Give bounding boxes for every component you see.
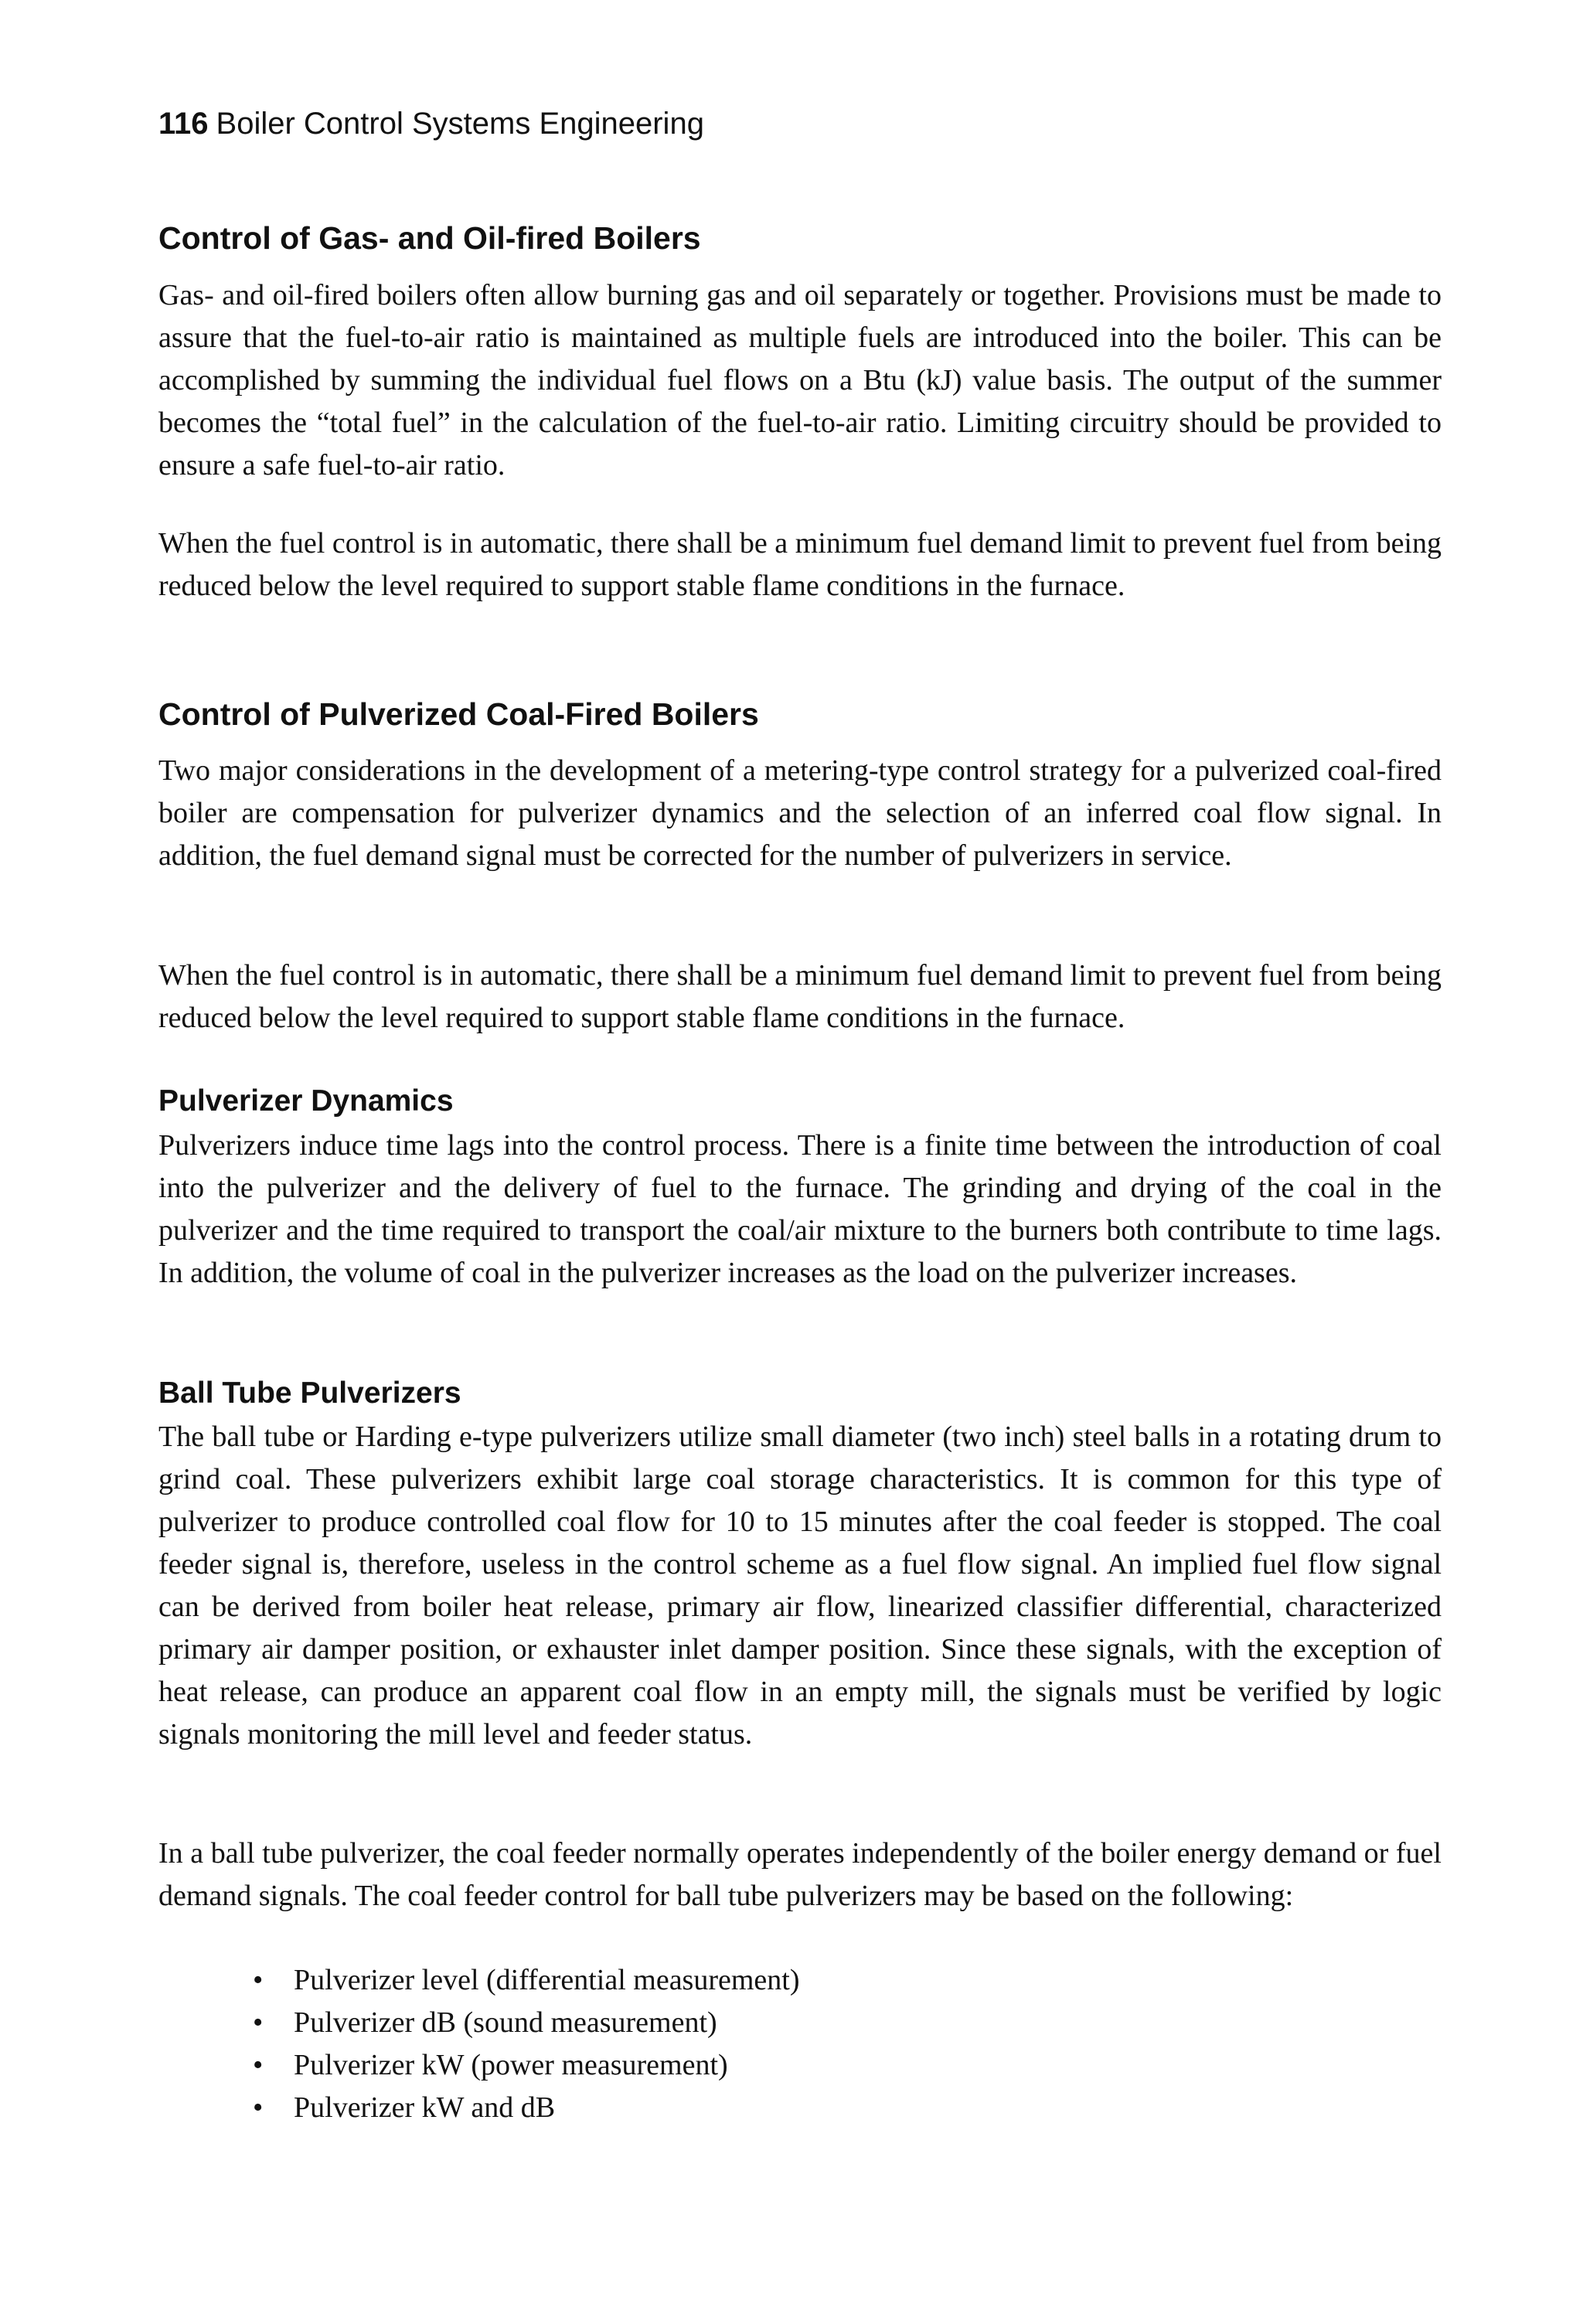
- bullet-icon: •: [253, 2006, 264, 2039]
- feeder-control-basis-list: [158, 1959, 800, 2129]
- bullet-icon: •: [253, 1964, 264, 1996]
- heading-pulverizer-dynamics: Pulverizer Dynamics: [158, 1084, 454, 1118]
- page-number: 116: [158, 107, 209, 141]
- paragraph-pulverized-1: Two major considerations in the development of a metering-type control strategy for a pulverized coal-fired boiler are compensation for pulverizer dynamics and the selection of an inferred coal flow signal. In addition, the fuel demand signal must be corrected for the number of pulverizers in service.: [158, 754, 1442, 872]
- bullet-icon: •: [253, 2091, 264, 2124]
- running-head: [158, 108, 704, 139]
- list-item: • Pulverizer level (differential measurement): [158, 1959, 800, 2002]
- list-item: • Pulverizer kW (power measurement): [158, 2044, 800, 2087]
- list-item: • Pulverizer dB (sound measurement): [158, 2002, 800, 2044]
- paragraph-pulverized-2: When the fuel control is in automatic, there shall be a minimum fuel demand limit to prevent fuel from being reduced below the level required to support stable flame conditions in the furnace.: [158, 959, 1442, 1034]
- heading-ball-tube-pulverizers: Ball Tube Pulverizers: [158, 1376, 461, 1410]
- paragraph-gas-oil-2: When the fuel control is in automatic, there shall be a minimum fuel demand limit to prevent fuel from being reduced below the level required to support stable flame conditions in the furnace.: [158, 527, 1442, 602]
- paragraph-ball-tube-2: In a ball tube pulverizer, the coal feeder normally operates independently of the boiler energy demand or fuel demand signals. The coal feeder control for ball tube pulverizers may be based on the following:: [158, 1837, 1442, 1912]
- paragraph-gas-oil-1: Gas- and oil-fired boilers often allow burning gas and oil separately or together. Provisions must be made to assure that the fuel-to-air ratio is maintained as multiple fuels are introduced into the boiler. This can be accomplished by summing the individual fuel flows on a Btu (kJ) value basis. The output of the summer becomes the “total fuel” in the calculation of the fuel-to-air ratio. Limiting circuitry should be provided to ensure a safe fuel-to-air ratio.: [158, 279, 1442, 481]
- paragraph-ball-tube-1: The ball tube or Harding e-type pulverizers utilize small diameter (two inch) steel balls in a rotating drum to grind coal. These pulverizers exhibit large coal storage characteristics. It is common for this type of pulverizer to produce controlled coal flow for 10 to 15 minutes after the coal feeder is stopped. The coal feeder signal is, therefore, useless in the control scheme as a fuel flow signal. An implied fuel flow signal can be derived from boiler heat release, primary air flow, linearized classifier differential, characterized primary air damper position, or exhauster inlet damper position. Since these signals, with the exception of heat release, can produce an apparent coal flow in an empty mill, the signals must be verified by logic signals monitoring the mill level and feeder status.: [158, 1421, 1442, 1751]
- bullet-icon: •: [253, 2049, 264, 2081]
- book-title: Boiler Control Systems Engineering: [216, 107, 704, 141]
- paragraph-dynamics: Pulverizers induce time lags into the control process. There is a finite time between the introduction of coal into the pulverizer and the delivery of fuel to the furnace. The grinding and drying of the coal in the pulverizer and the time required to transport the coal/air mixture to the burners both contribute to time lags. In addition, the volume of coal in the pulverizer increases as the load on the pulverizer increases.: [158, 1129, 1442, 1289]
- list-item: • Pulverizer kW and dB: [158, 2087, 800, 2129]
- heading-pulverized-coal-boilers: Control of Pulverized Coal-Fired Boilers: [158, 696, 759, 732]
- heading-gas-oil-boilers: Control of Gas- and Oil-fired Boilers: [158, 220, 701, 256]
